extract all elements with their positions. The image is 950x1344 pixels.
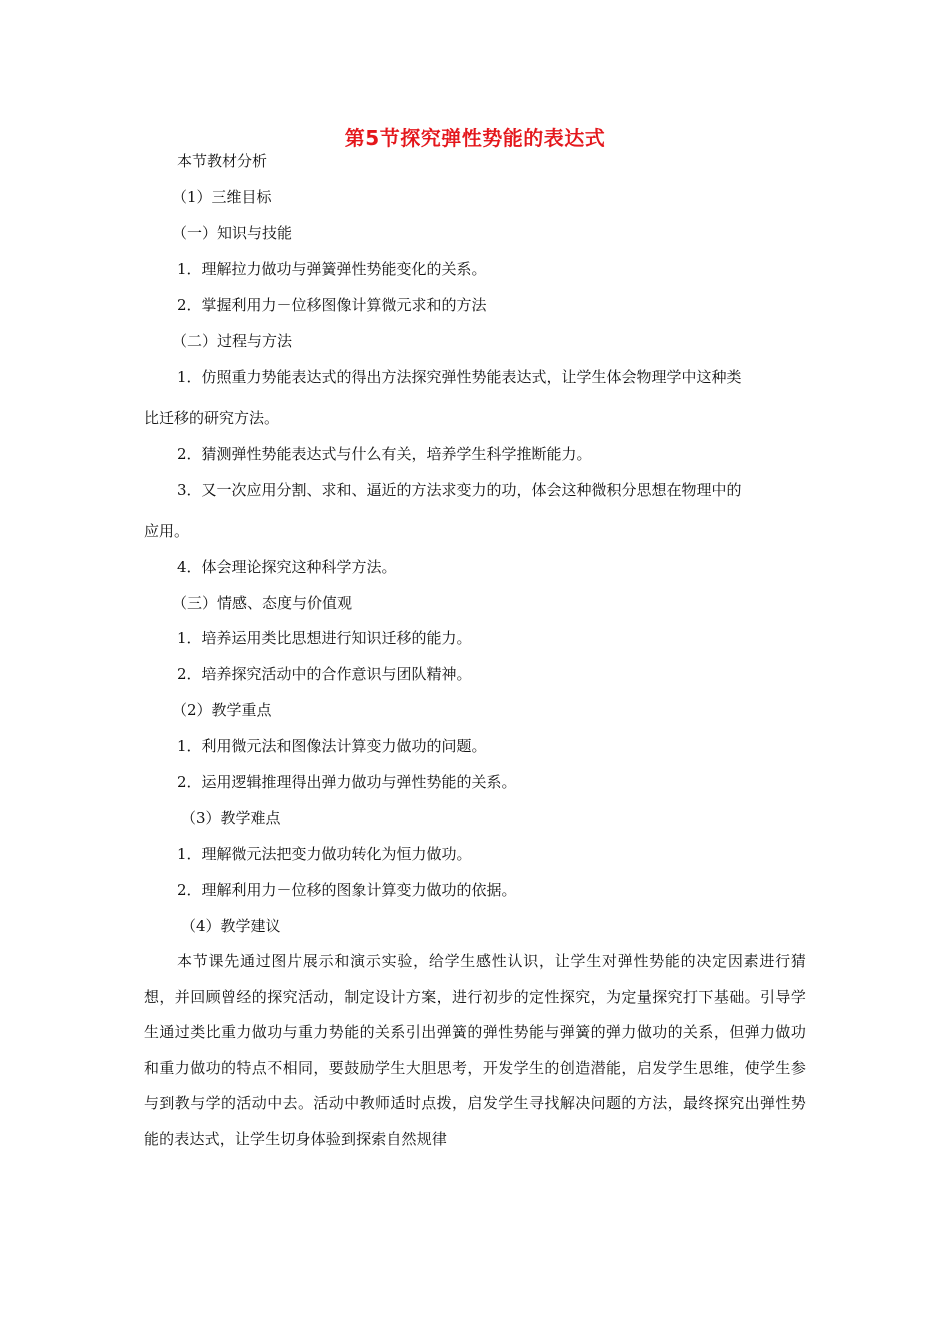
document-title: 第5节探究弹性势能的表达式	[344, 126, 606, 150]
list-item-continuation: 比迁移的研究方法。	[144, 409, 280, 427]
body-paragraph: 本节课先通过图片展示和演示实验，给学生感性认识，让学生对弹性势能的决定因素进行猜想，并回顾曾经的探究活动，制定设计方案，进行初步的定性探究，为定量探究打下基础。引导学生通过类比重力做功与重力势能的关系引出弹簧的弹性势能与弹簧的弹力做功的关系，但弹力做功和重力做功的特点不相同，要鼓励学生大胆思考，开发学生的创造潜能，启发学生思维，使学生参与到教与学的活动中去。活动中教师适时点拨，启发学生寻找解决问题的方法，最终探究出弹性势能的表达式，让学生切身体验到探索自然规律	[144, 952, 806, 1148]
section-heading: （3）教学难点	[181, 809, 281, 827]
section-heading: （三）情感、态度与价值观	[172, 594, 353, 612]
list-item-continuation: 应用。	[144, 522, 190, 540]
list-item: 1．仿照重力势能表达式的得出方法探究弹性势能表达式，让学生体会物理学中这种类	[177, 368, 742, 386]
list-item: 4．体会理论探究这种科学方法。	[177, 558, 397, 576]
section-heading: 本节教材分析	[177, 152, 268, 170]
list-item: 3．又一次应用分割、求和、逼近的方法求变力的功，体会这种微积分思想在物理中的	[177, 481, 742, 499]
list-item: 1．理解微元法把变力做功转化为恒力做功。	[177, 845, 472, 863]
list-item: 2．运用逻辑推理得出弹力做功与弹性势能的关系。	[177, 773, 517, 791]
section-heading: （二）过程与方法	[172, 332, 293, 350]
section-heading: （2）教学重点	[172, 701, 272, 719]
list-item: 2．掌握利用力－位移图像计算微元求和的方法	[177, 296, 487, 314]
section-heading: （1）三维目标	[172, 188, 272, 206]
list-item: 1．理解拉力做功与弹簧弹性势能变化的关系。	[177, 260, 487, 278]
list-item: 1．培养运用类比思想进行知识迁移的能力。	[177, 629, 472, 647]
section-heading: （一）知识与技能	[172, 224, 293, 242]
list-item: 2．培养探究活动中的合作意识与团队精神。	[177, 665, 472, 683]
list-item: 2．猜测弹性势能表达式与什么有关，培养学生科学推断能力。	[177, 445, 592, 463]
section-heading: （4）教学建议	[181, 917, 281, 935]
list-item: 1．利用微元法和图像法计算变力做功的问题。	[177, 737, 487, 755]
list-item: 2．理解利用力－位移的图象计算变力做功的依据。	[177, 881, 517, 899]
